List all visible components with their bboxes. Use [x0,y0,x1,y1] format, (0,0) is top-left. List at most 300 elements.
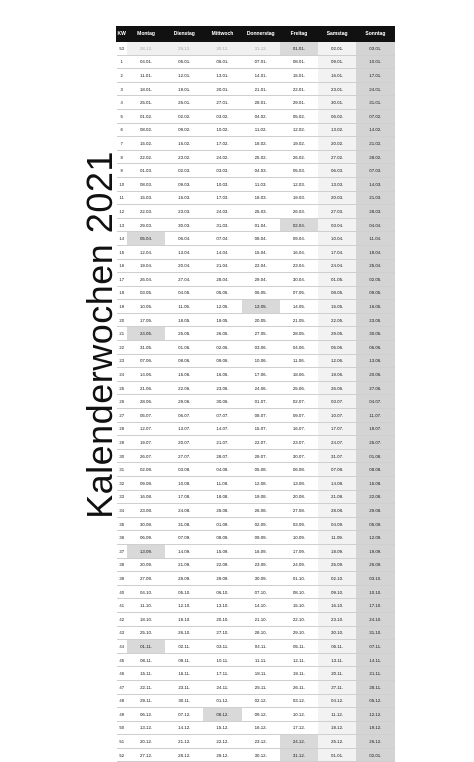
cell-friday: 09.07. [280,409,318,423]
cell-sunday: 28.11. [356,680,394,694]
table-row [117,150,395,164]
cell-tuesday: 20.04. [165,259,203,273]
table-body [117,42,395,762]
cell-friday: 24.09. [280,558,318,572]
table-row [117,395,395,409]
cell-kw: 45 [117,653,127,667]
cell-tuesday: 04.05. [165,286,203,300]
cell-saturday: 03.04. [318,218,356,232]
cell-monday: 25.01. [127,96,165,110]
cell-tuesday: 28.09. [165,572,203,586]
cell-kw: 10 [117,177,127,191]
cell-thursday: 25.02. [242,150,280,164]
cell-tuesday: 23.11. [165,680,203,694]
cell-sunday: 17.01. [356,69,394,83]
cell-monday: 14.06. [127,368,165,382]
cell-kw: 37 [117,544,127,558]
cell-friday: 22.10. [280,612,318,626]
cell-friday: 26.03. [280,205,318,219]
cell-friday: 30.04. [280,273,318,287]
cell-kw: 8 [117,150,127,164]
cell-kw: 35 [117,517,127,531]
cell-sunday: 14.02. [356,123,394,137]
cell-tuesday: 03.08. [165,463,203,477]
cell-kw: 36 [117,531,127,545]
cell-saturday: 16.01. [318,69,356,83]
table-row [117,232,395,246]
cell-thursday: 15.04. [242,245,280,259]
cell-monday: 11.10. [127,599,165,613]
cell-sunday: 28.02. [356,150,394,164]
cell-thursday: 29.04. [242,273,280,287]
cell-thursday: 09.12. [242,708,280,722]
header-saturday: Samstag [318,27,356,42]
cell-thursday: 14.01. [242,69,280,83]
cell-sunday: 10.01. [356,55,394,69]
cell-wednesday: 08.09. [203,531,241,545]
cell-monday: 29.03. [127,218,165,232]
cell-thursday: 01.07. [242,395,280,409]
cell-monday: 01.03. [127,164,165,178]
cell-sunday: 30.05. [356,327,394,341]
cell-friday: 01.01. [280,42,318,56]
cell-saturday: 20.03. [318,191,356,205]
cell-wednesday: 20.10. [203,612,241,626]
cell-thursday: 27.05. [242,327,280,341]
cell-sunday: 23.05. [356,313,394,327]
cell-thursday: 22.04. [242,259,280,273]
cell-wednesday: 06.10. [203,585,241,599]
table-row [117,612,395,626]
cell-kw: 26 [117,395,127,409]
cell-wednesday: 17.02. [203,137,241,151]
cell-wednesday: 07.04. [203,232,241,246]
cell-kw: 24 [117,368,127,382]
cell-thursday: 11.11. [242,653,280,667]
cell-kw: 2 [117,69,127,83]
cell-sunday: 28.03. [356,205,394,219]
cell-sunday: 01.08. [356,449,394,463]
cell-kw: 5 [117,109,127,123]
cell-tuesday: 27.07. [165,449,203,463]
cell-sunday: 11.04. [356,232,394,246]
cell-friday: 31.12. [280,748,318,762]
cell-monday: 22.02. [127,150,165,164]
cell-saturday: 25.12. [318,735,356,749]
cell-monday: 16.08. [127,490,165,504]
cell-tuesday: 14.09. [165,544,203,558]
cell-wednesday: 14.04. [203,245,241,259]
cell-friday: 16.04. [280,245,318,259]
cell-kw: 34 [117,504,127,518]
cell-friday: 05.02. [280,109,318,123]
cell-kw: 12 [117,205,127,219]
cell-monday: 27.09. [127,572,165,586]
cell-tuesday: 02.02. [165,109,203,123]
cell-friday: 15.10. [280,599,318,613]
cell-tuesday: 08.06. [165,354,203,368]
cell-thursday: 20.05. [242,313,280,327]
cell-kw: 15 [117,245,127,259]
cell-wednesday: 07.07. [203,409,241,423]
header-sunday: Sonntag [356,27,394,42]
cell-thursday: 28.10. [242,626,280,640]
cell-friday: 23.04. [280,259,318,273]
cell-tuesday: 16.02. [165,137,203,151]
cell-kw: 43 [117,626,127,640]
cell-thursday: 21.10. [242,612,280,626]
cell-thursday: 11.02. [242,123,280,137]
cell-tuesday: 15.06. [165,368,203,382]
cell-tuesday: 02.11. [165,640,203,654]
cell-tuesday: 23.02. [165,150,203,164]
table-row [117,667,395,681]
cell-kw: 39 [117,572,127,586]
table-row [117,640,395,654]
cell-sunday: 07.11. [356,640,394,654]
cell-friday: 28.05. [280,327,318,341]
cell-tuesday: 25.05. [165,327,203,341]
cell-friday: 02.04. [280,218,318,232]
cell-friday: 26.11. [280,680,318,694]
cell-sunday: 18.07. [356,422,394,436]
table-row [117,572,395,586]
cell-monday: 02.08. [127,463,165,477]
cell-monday: 11.01. [127,69,165,83]
cell-tuesday: 19.10. [165,612,203,626]
cell-thursday: 08.07. [242,409,280,423]
table-row [117,55,395,69]
cell-saturday: 06.11. [318,640,356,654]
cell-kw: 49 [117,708,127,722]
cell-wednesday: 29.12. [203,748,241,762]
cell-tuesday: 09.03. [165,177,203,191]
cell-sunday: 26.09. [356,558,394,572]
cell-tuesday: 14.12. [165,721,203,735]
table-row [117,177,395,191]
cell-saturday: 23.10. [318,612,356,626]
table-row [117,300,395,314]
cell-saturday: 23.01. [318,82,356,96]
cell-wednesday: 30.12. [203,42,241,56]
cell-thursday: 22.07. [242,436,280,450]
table-row [117,259,395,273]
cell-thursday: 07.10. [242,585,280,599]
cell-tuesday: 30.03. [165,218,203,232]
cell-kw: 40 [117,585,127,599]
cell-tuesday: 23.03. [165,205,203,219]
cell-monday: 15.03. [127,191,165,205]
cell-sunday: 05.09. [356,517,394,531]
cell-thursday: 30.09. [242,572,280,586]
cell-saturday: 30.10. [318,626,356,640]
cell-saturday: 01.01. [318,748,356,762]
cell-thursday: 02.12. [242,694,280,708]
cell-wednesday: 18.08. [203,490,241,504]
cell-friday: 09.04. [280,232,318,246]
cell-saturday: 08.05. [318,286,356,300]
table-row [117,585,395,599]
cell-wednesday: 19.05. [203,313,241,327]
table-row [117,137,395,151]
table-row [117,82,395,96]
cell-kw: 25 [117,381,127,395]
table-row [117,164,395,178]
cell-wednesday: 09.06. [203,354,241,368]
cell-wednesday: 17.03. [203,191,241,205]
cell-saturday: 31.07. [318,449,356,463]
cell-wednesday: 03.11. [203,640,241,654]
table-row [117,517,395,531]
cell-sunday: 25.04. [356,259,394,273]
cell-monday: 12.04. [127,245,165,259]
cell-sunday: 15.08. [356,477,394,491]
cell-friday: 10.09. [280,531,318,545]
cell-sunday: 19.12. [356,721,394,735]
cell-sunday: 18.04. [356,245,394,259]
cell-kw: 29 [117,436,127,450]
cell-saturday: 05.06. [318,341,356,355]
cell-sunday: 31.01. [356,96,394,110]
cell-monday: 13.12. [127,721,165,735]
cell-saturday: 30.01. [318,96,356,110]
cell-thursday: 16.12. [242,721,280,735]
cell-tuesday: 10.08. [165,477,203,491]
cell-saturday: 19.06. [318,368,356,382]
cell-sunday: 20.06. [356,368,394,382]
cell-sunday: 11.07. [356,409,394,423]
table-row [117,381,395,395]
table-row [117,626,395,640]
cell-saturday: 13.11. [318,653,356,667]
cell-kw: 38 [117,558,127,572]
cell-tuesday: 29.12. [165,42,203,56]
cell-thursday: 17.06. [242,368,280,382]
cell-monday: 13.09. [127,544,165,558]
cell-monday: 08.11. [127,653,165,667]
table-row [117,721,395,735]
cell-sunday: 21.02. [356,137,394,151]
cell-sunday: 14.11. [356,653,394,667]
cell-friday: 05.11. [280,640,318,654]
cell-saturday: 26.06. [318,381,356,395]
cell-sunday: 24.01. [356,82,394,96]
cell-monday: 03.05. [127,286,165,300]
table-row [117,42,395,56]
table-row [117,463,395,477]
cell-monday: 28.06. [127,395,165,409]
cell-kw: 33 [117,490,127,504]
cell-monday: 20.12. [127,735,165,749]
cell-wednesday: 13.01. [203,69,241,83]
cell-sunday: 13.06. [356,354,394,368]
cell-sunday: 19.09. [356,544,394,558]
cell-sunday: 02.05. [356,273,394,287]
cell-thursday: 09.09. [242,531,280,545]
cell-thursday: 02.09. [242,517,280,531]
cell-friday: 12.02. [280,123,318,137]
cell-tuesday: 16.03. [165,191,203,205]
cell-sunday: 29.08. [356,504,394,518]
table-row [117,69,395,83]
cell-monday: 06.12. [127,708,165,722]
cell-saturday: 07.08. [318,463,356,477]
cell-saturday: 27.02. [318,150,356,164]
cell-kw: 13 [117,218,127,232]
cell-monday: 04.01. [127,55,165,69]
table-row [117,504,395,518]
cell-tuesday: 09.11. [165,653,203,667]
cell-saturday: 24.07. [318,436,356,450]
cell-kw: 7 [117,137,127,151]
cell-thursday: 06.05. [242,286,280,300]
cell-thursday: 04.11. [242,640,280,654]
cell-thursday: 24.06. [242,381,280,395]
cell-kw: 16 [117,259,127,273]
cell-sunday: 05.12. [356,694,394,708]
cell-tuesday: 17.08. [165,490,203,504]
cell-wednesday: 15.12. [203,721,241,735]
cell-friday: 12.03. [280,177,318,191]
cell-kw: 3 [117,82,127,96]
cell-kw: 1 [117,55,127,69]
cell-thursday: 31.12. [242,42,280,56]
cell-saturday: 18.12. [318,721,356,735]
cell-monday: 26.04. [127,273,165,287]
cell-saturday: 11.09. [318,531,356,545]
cell-tuesday: 16.11. [165,667,203,681]
header-kw: KW [117,27,127,42]
cell-wednesday: 06.01. [203,55,241,69]
cell-thursday: 14.10. [242,599,280,613]
cell-wednesday: 21.07. [203,436,241,450]
cell-friday: 13.08. [280,477,318,491]
cell-monday: 22.03. [127,205,165,219]
cell-kw: 32 [117,477,127,491]
cell-wednesday: 12.05. [203,300,241,314]
cell-thursday: 29.07. [242,449,280,463]
cell-sunday: 31.10. [356,626,394,640]
cell-tuesday: 13.07. [165,422,203,436]
cell-friday: 17.09. [280,544,318,558]
cell-wednesday: 17.11. [203,667,241,681]
cell-sunday: 10.10. [356,585,394,599]
cell-friday: 19.02. [280,137,318,151]
cell-wednesday: 01.12. [203,694,241,708]
cell-tuesday: 13.04. [165,245,203,259]
cell-wednesday: 03.02. [203,109,241,123]
table-row [117,599,395,613]
cell-kw: 50 [117,721,127,735]
cell-monday: 10.05. [127,300,165,314]
table-row [117,354,395,368]
cell-kw: 28 [117,422,127,436]
cell-friday: 19.11. [280,667,318,681]
cell-wednesday: 26.05. [203,327,241,341]
cell-thursday: 25.03. [242,205,280,219]
cell-kw: 48 [117,694,127,708]
cell-thursday: 18.02. [242,137,280,151]
cell-wednesday: 14.07. [203,422,241,436]
cell-tuesday: 28.12. [165,748,203,762]
cell-kw: 18 [117,286,127,300]
cell-saturday: 22.05. [318,313,356,327]
cell-tuesday: 09.02. [165,123,203,137]
table-row [117,680,395,694]
cell-monday: 19.07. [127,436,165,450]
table-row [117,531,395,545]
cell-thursday: 23.09. [242,558,280,572]
cell-friday: 25.06. [280,381,318,395]
cell-sunday: 21.11. [356,667,394,681]
cell-tuesday: 18.05. [165,313,203,327]
table-row [117,191,395,205]
cell-sunday: 04.04. [356,218,394,232]
cell-thursday: 19.08. [242,490,280,504]
cell-tuesday: 06.04. [165,232,203,246]
cell-friday: 07.05. [280,286,318,300]
cell-sunday: 04.07. [356,395,394,409]
cell-saturday: 10.07. [318,409,356,423]
cell-kw: 11 [117,191,127,205]
cell-monday: 17.05. [127,313,165,327]
cell-friday: 17.12. [280,721,318,735]
table-row [117,409,395,423]
cell-saturday: 14.08. [318,477,356,491]
cell-kw: 44 [117,640,127,654]
cell-thursday: 15.07. [242,422,280,436]
cell-kw: 31 [117,463,127,477]
cell-sunday: 22.08. [356,490,394,504]
cell-sunday: 03.01. [356,42,394,56]
cell-saturday: 01.05. [318,273,356,287]
cell-monday: 01.11. [127,640,165,654]
table-row [117,544,395,558]
cell-wednesday: 24.02. [203,150,241,164]
cell-kw: 21 [117,327,127,341]
cell-saturday: 29.05. [318,327,356,341]
cell-sunday: 06.06. [356,341,394,355]
cell-thursday: 18.11. [242,667,280,681]
cell-saturday: 27.03. [318,205,356,219]
cell-saturday: 13.02. [318,123,356,137]
table-row [117,313,395,327]
cell-saturday: 21.08. [318,490,356,504]
table-row [117,653,395,667]
cell-friday: 23.07. [280,436,318,450]
cell-sunday: 17.10. [356,599,394,613]
cell-sunday: 02.01. [356,748,394,762]
cell-thursday: 08.04. [242,232,280,246]
cell-sunday: 24.10. [356,612,394,626]
cell-thursday: 16.09. [242,544,280,558]
cell-kw: 17 [117,273,127,287]
cell-monday: 25.10. [127,626,165,640]
cell-saturday: 02.10. [318,572,356,586]
cell-monday: 21.06. [127,381,165,395]
cell-wednesday: 28.07. [203,449,241,463]
cell-monday: 26.07. [127,449,165,463]
cell-kw: 9 [117,164,127,178]
cell-tuesday: 22.06. [165,381,203,395]
table-row [117,708,395,722]
cell-tuesday: 26.10. [165,626,203,640]
cell-tuesday: 05.10. [165,585,203,599]
cell-monday: 04.10. [127,585,165,599]
cell-kw: 6 [117,123,127,137]
cell-tuesday: 01.06. [165,341,203,355]
cell-monday: 27.12. [127,748,165,762]
